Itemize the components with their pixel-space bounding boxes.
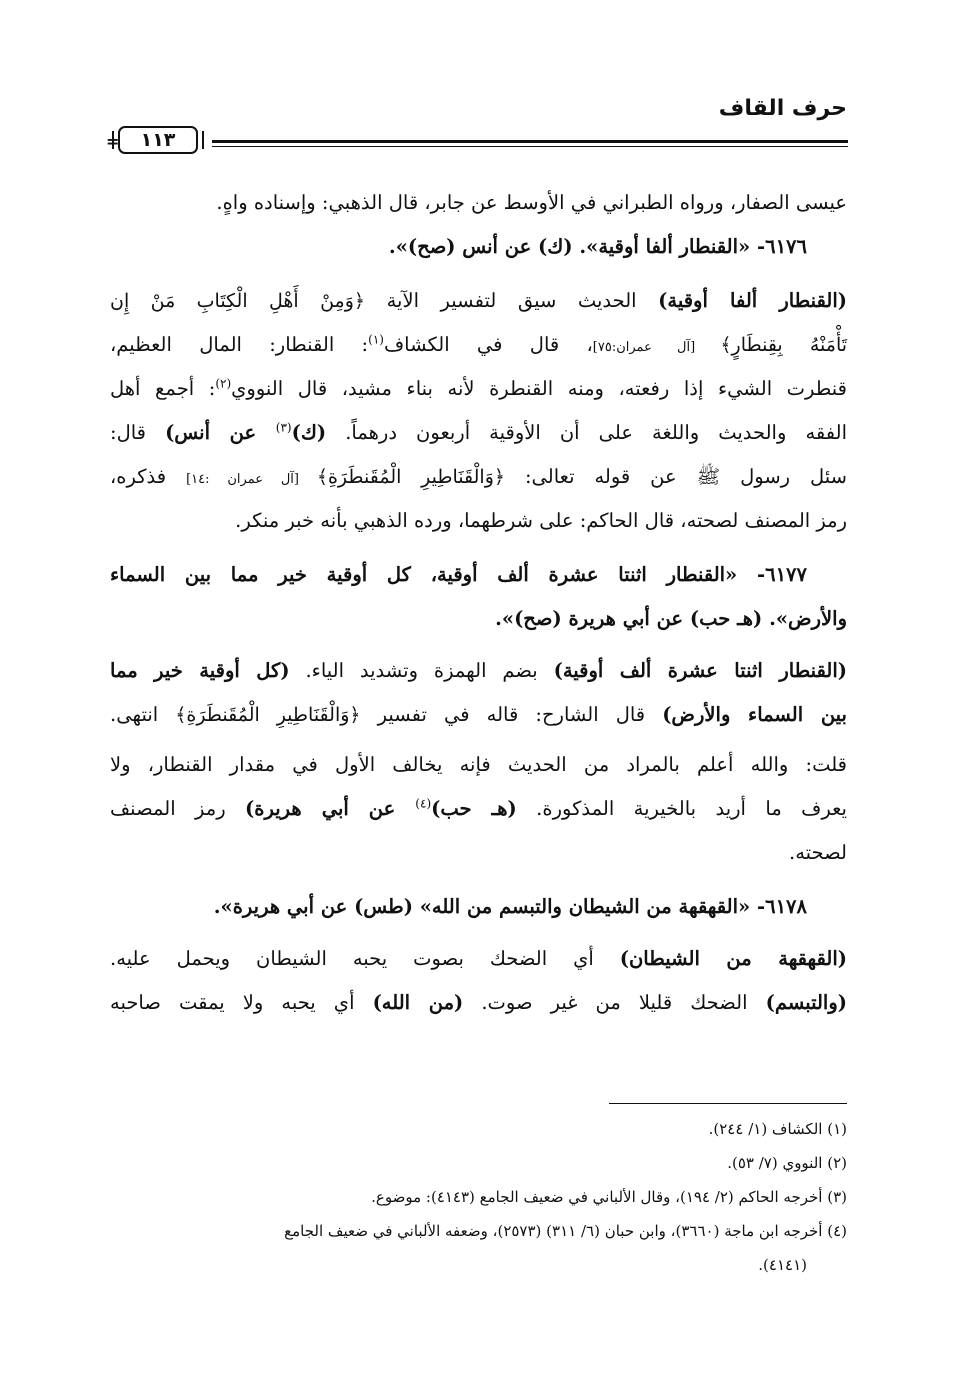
text-span: عيسى الصفار، ورواه الطبراني في الأوسط عن جابر، قال الذهبي: وإسناده واهٍ. <box>216 191 847 214</box>
footnote-2: (٢) النووي (٧/ ٥٣). <box>727 1154 847 1172</box>
text-span: الحديث سيق لتفسير الآية <box>365 289 659 312</box>
verse-reference: [آل عمران :١٤] <box>186 472 317 487</box>
quran-verse: ﴿وَالْقَنَاطِيرِ الْمُقَنطَرَةِ﴾ <box>316 466 506 488</box>
text-line-18 <box>110 988 847 1022</box>
text-span: : أجمع أهل <box>110 377 216 400</box>
page-number: ١١٣ <box>140 129 176 151</box>
text-line-7 <box>110 462 847 496</box>
text-span: ، قال في الكشاف <box>383 333 593 356</box>
header-edge-mark: = <box>106 132 120 151</box>
verse-reference: [آل عمران:٧٥] <box>592 340 721 355</box>
text-line-6 <box>110 418 847 452</box>
text-span: قلت: والله أعلم بالمراد من الحديث فإنه يخالف الأول في مقدار القنطار، ولا <box>110 753 847 776</box>
text-span: قال الشارح: قاله في تفسير <box>360 703 663 726</box>
text-line-8 <box>110 506 847 540</box>
lemma: (كل أوقية خير مما <box>110 659 290 682</box>
text-span: انتهى. <box>110 703 176 726</box>
text-span: أي يحبه ولا يمقت صاحبه <box>110 991 373 1014</box>
footnote-separator <box>609 1103 847 1104</box>
footnote-4: (٤) أخرجه ابن ماجة (٣٦٦٠)، وابن حبان (٦/ ٣١١) (٢٥٧٣)، وضعفه الألباني في ضعيف الجامع <box>284 1222 847 1240</box>
text-line-10 <box>110 604 847 638</box>
hadith-6177 <box>110 560 807 594</box>
text-span: لصحته. <box>789 841 847 864</box>
header-rule <box>108 124 848 156</box>
text-line-15 <box>110 838 847 872</box>
hadith-heading: ٦١٧٦- «القنطار ألفا أوقية». (ك) عن أنس (صح)». <box>388 235 807 258</box>
quran-verse: تَأْمَنْهُ بِقِنطَارٍ﴾ <box>720 334 848 356</box>
text-span: : القنطار: المال العظيم، <box>110 333 369 356</box>
quran-verse: ﴿وَمِنْ أَهْلِ الْكِتَابِ مَنْ إِن <box>110 290 366 312</box>
narrator: عن أبي هريرة) <box>245 797 416 820</box>
footnote-ref: (٣) <box>275 420 292 435</box>
text-span: بضم الهمزة وتشديد الياء. <box>289 659 554 682</box>
chapter-title: حرف القاف <box>718 96 847 121</box>
footnote-3: (٣) أخرجه الحاكم (٢/ ١٩٤)، وقال الألباني في ضعيف الجامع (٤١٤٣): موضوع. <box>371 1188 847 1206</box>
source-code: (ك) <box>291 421 327 444</box>
text-span: فذكره، <box>110 465 187 488</box>
footnote-1: (١) الكشاف (١/ ٢٤٤). <box>708 1120 847 1138</box>
source-code: (هـ حب) <box>431 797 517 820</box>
hadith-6176 <box>110 232 807 266</box>
text-line-13 <box>110 750 847 784</box>
text-span: الضحك قليلا من غير صوت. <box>463 991 766 1014</box>
lemma: (القنطار اثنتا عشرة ألف أوقية) <box>553 659 848 682</box>
text-line-11 <box>110 656 847 690</box>
header-rule-thin <box>212 146 848 147</box>
hadith-heading: ٦١٧٨- «القهقهة من الشيطان والتبسم من الله» (طس) عن أبي هريرة». <box>213 895 807 918</box>
footnote-ref: (٢) <box>215 376 232 391</box>
text-span: الفقه والحديث واللغة على أن الأوقية أربعون درهماً. <box>326 421 847 444</box>
hadith-heading: والأرض». (هـ حب) عن أبي هريرة (صح)». <box>495 607 847 630</box>
page-number-badge <box>118 126 198 154</box>
lemma: (القهقهة من الشيطان) <box>619 947 847 970</box>
text-line-4 <box>110 330 847 364</box>
text-span: قنطرت الشيء إذا رفعته، ومنه القنطرة لأنه بناء مشيد، قال النووي <box>231 377 848 400</box>
text-span: يعرف ما أريد بالخيرية المذكورة. <box>516 797 847 820</box>
text-line-1 <box>110 188 847 222</box>
quran-verse: ﴿وَالْقَنَاطِيرِ الْمُقَنطَرَةِ﴾ <box>175 704 361 726</box>
text-line-5 <box>110 374 847 408</box>
text-line-12 <box>110 700 847 734</box>
text-span: رمز المصنف <box>110 797 246 820</box>
text-span: رمز المصنف لصحته، قال الحاكم: على شرطهما، ورده الذهبي بأنه خبر منكر. <box>235 509 847 532</box>
footnote-ref: (٤) <box>415 796 432 811</box>
lemma: (القنطار ألفا أوقية) <box>658 289 848 312</box>
text-line-14 <box>110 794 847 828</box>
hadith-heading: ٦١٧٧- «القنطار اثنتا عشرة ألف أوقية، كل أوقية خير مما بين السماء <box>110 563 807 586</box>
footnote-ref: (١) <box>368 332 384 347</box>
lemma: (والتبسم) <box>765 991 847 1014</box>
footnote-4-cont: (٤١٤١). <box>758 1256 807 1274</box>
text-span: أي الضحك بصوت يحبه الشيطان ويحمل عليه. <box>110 947 620 970</box>
hadith-6178 <box>110 892 807 926</box>
lemma: بين السماء والأرض) <box>662 703 847 726</box>
header-rule-thick <box>212 140 848 143</box>
text-line-3 <box>110 286 847 320</box>
text-span: قال: <box>110 421 166 444</box>
narrator: عن أنس) <box>165 421 276 444</box>
lemma: (من الله) <box>372 991 464 1014</box>
text-line-17 <box>110 944 847 978</box>
text-span: سئل رسول ﷺ عن قوله تعالى: <box>505 465 848 488</box>
